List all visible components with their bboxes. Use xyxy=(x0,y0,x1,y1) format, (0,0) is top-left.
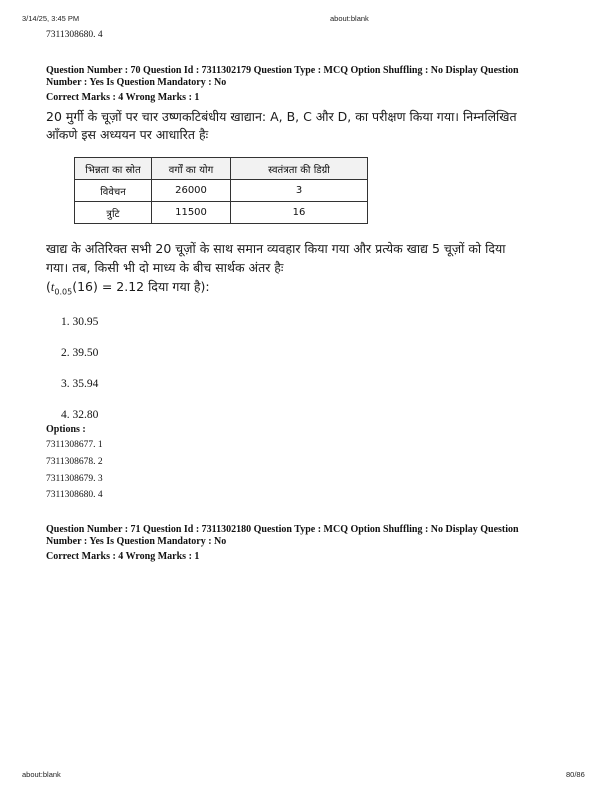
anova-table xyxy=(74,157,368,224)
q70-question-line3: खाद्य के अतिरिक्त सभी 20 चूज़ों के साथ समान व्यवहार किया गया और प्रत्येक खाद्य 5 चूज़ों को दिया xyxy=(46,241,506,256)
options-label: Options : xyxy=(46,424,86,435)
anova-header-sum-of-squares: वर्गों का योग xyxy=(152,158,231,180)
q70-given-value xyxy=(46,278,210,301)
anova-header-degrees-of-freedom: स्वतंत्रता की डिग्री xyxy=(231,158,368,180)
option-code-1: 7311308677. 1 xyxy=(46,440,103,450)
anova-row-treatment xyxy=(75,180,368,202)
print-page-title: about:blank xyxy=(330,14,369,23)
q70-question-line1: 20 मुर्गी के चूज़ों पर चार उष्णकटिबंधीय खाद्यान: A, B, C और D, का परीक्षण किया गया। निम्नलिखित xyxy=(46,109,517,124)
print-footer-url: about:blank xyxy=(22,770,61,779)
print-page-counter: 80/86 xyxy=(566,770,585,779)
given-remainder: (16) = 2.12 दिया गया है): xyxy=(72,279,210,294)
q71-marks: Correct Marks : 4 Wrong Marks : 1 xyxy=(46,551,200,562)
q71-meta-line2: Number : Yes Is Question Mandatory : No xyxy=(46,536,227,547)
given-open-paren: ( xyxy=(46,279,51,294)
t-subscript: 0.05 xyxy=(54,287,73,297)
anova-cell: 3 xyxy=(231,180,368,202)
anova-cell: विवेचन xyxy=(75,180,152,202)
anova-cell: 16 xyxy=(231,202,368,224)
anova-cell: 11500 xyxy=(152,202,231,224)
anova-row-error xyxy=(75,202,368,224)
option-code-3: 7311308679. 3 xyxy=(46,474,103,484)
option-code-4: 7311308680. 4 xyxy=(46,490,103,500)
print-datetime: 3/14/25, 3:45 PM xyxy=(22,14,80,23)
anova-header-row xyxy=(75,158,368,180)
option-4: 4. 32.80 xyxy=(61,409,99,421)
q70-marks: Correct Marks : 4 Wrong Marks : 1 xyxy=(46,92,200,103)
anova-header-source: भिन्नता का स्रोत xyxy=(75,158,152,180)
previous-option-code: 7311308680. 4 xyxy=(46,30,103,40)
q70-question-line4: गया। तब, किसी भी दो माध्य के बीच सार्थक अंतर हैः xyxy=(46,260,284,275)
q70-meta-line1: Question Number : 70 Question Id : 7311302179 Question Type : MCQ Option Shuffling : No Display Question xyxy=(46,65,519,76)
t-symbol: t xyxy=(50,280,55,294)
option-2: 2. 39.50 xyxy=(61,347,99,359)
q70-meta-line2: Number : Yes Is Question Mandatory : No xyxy=(46,77,227,88)
option-3: 3. 35.94 xyxy=(61,378,99,390)
anova-cell: 26000 xyxy=(152,180,231,202)
anova-cell: त्रुटि xyxy=(75,202,152,224)
option-code-2: 7311308678. 2 xyxy=(46,457,103,467)
option-1: 1. 30.95 xyxy=(61,316,99,328)
q70-question-line2: आँकणे इस अध्ययन पर आधारित हैः xyxy=(46,127,209,142)
q71-meta-line1: Question Number : 71 Question Id : 7311302180 Question Type : MCQ Option Shuffling : No Display Question xyxy=(46,524,519,535)
